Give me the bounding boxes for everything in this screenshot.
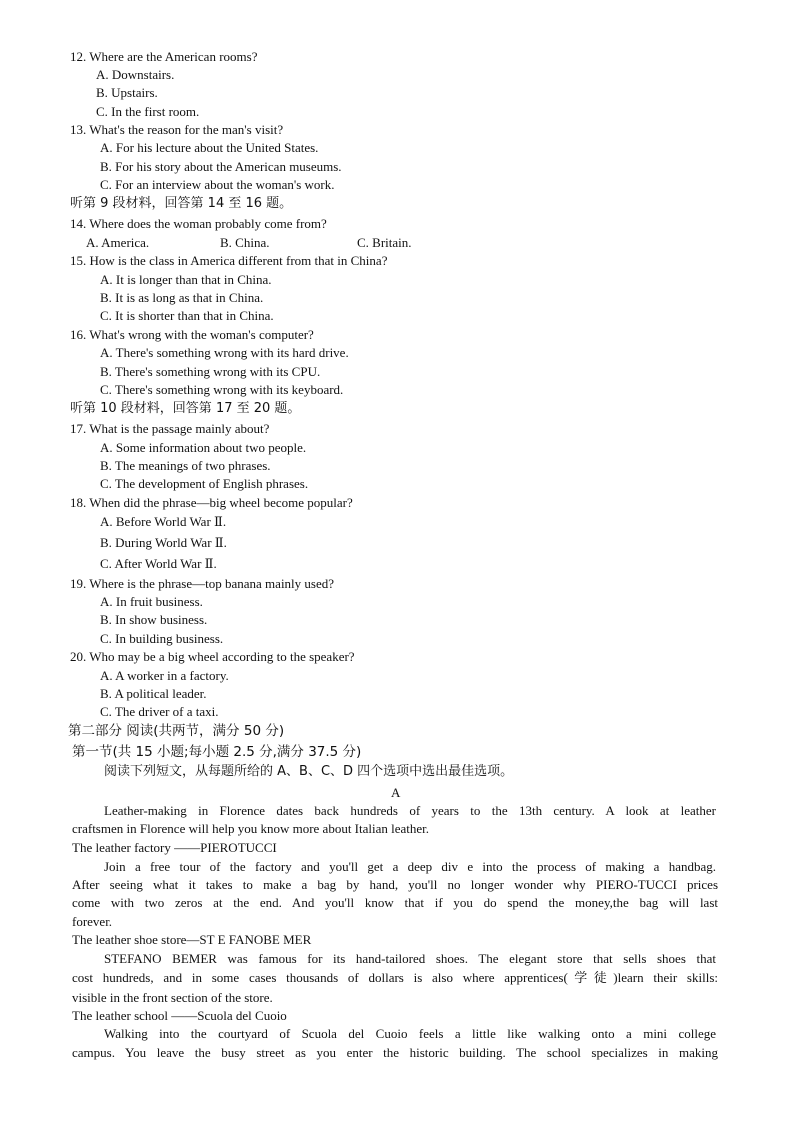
question-17-stem: 17. What is the passage mainly about?	[70, 421, 270, 436]
question-13-option-a: A. For his lecture about the United States.	[100, 140, 319, 155]
question-15-stem: 15. How is the class in America different from that in China?	[70, 253, 388, 268]
passage-heading-shoe-store: The leather shoe store—ST E FANOBE MER	[72, 932, 312, 947]
passage-line-9: STEFANO BEMER was famous for its hand-tailored shoes. The elegant store that sells shoes that	[104, 951, 716, 966]
question-14-option-b: B. China.	[220, 235, 270, 250]
question-20-stem: 20. Who may be a big wheel according to the speaker?	[70, 649, 355, 664]
question-16-option-b: B. There's something wrong with its CPU.	[100, 364, 321, 379]
question-16-option-c: C. There's something wrong with its keyboard.	[100, 382, 344, 397]
question-16-option-a: A. There's something wrong with its hard drive.	[100, 345, 349, 360]
question-19-stem: 19. Where is the phrase—top banana mainly used?	[70, 576, 335, 591]
question-14-stem: 14. Where does the woman probably come from?	[70, 216, 327, 231]
question-12-option-b: B. Upstairs.	[96, 85, 158, 100]
passage-line-6: come with two zeros at the end. And you'll know that if you do spend the money,the bag will last	[72, 895, 718, 910]
question-12-option-c: C. In the first room.	[96, 104, 200, 119]
question-15-option-a: A. It is longer than that in China.	[100, 272, 272, 287]
section-1-title: 第一节(共 15 小题;每小题 2.5 分,满分 37.5 分)	[72, 744, 362, 760]
section-10-instruction: 听第 10 段材料，回答第 17 至 20 题。	[70, 401, 301, 416]
passage-line-4: Join a free tour of the factory and you'll get a deep div e into the process of making a handbag.	[104, 859, 716, 874]
question-19-option-a: A. In fruit business.	[100, 594, 203, 609]
question-18-option-c: C. After World War Ⅱ.	[100, 556, 217, 571]
question-18-option-b: B. During World War Ⅱ.	[100, 535, 227, 550]
passage-line-10: cost hundreds, and in some cases thousands of dollars is also where apprentices(学徒)learn their skills:	[72, 970, 718, 985]
passage-line-14: campus. You leave the busy street as you enter the historic building. The school specializes in making	[72, 1045, 718, 1060]
question-16-stem: 16. What's wrong with the woman's computer?	[70, 327, 314, 342]
question-18-option-a: A. Before World War Ⅱ.	[100, 514, 227, 529]
question-19-option-b: B. In show business.	[100, 612, 208, 627]
question-14-option-c: C. Britain.	[357, 235, 412, 250]
passage-line-13: Walking into the courtyard of Scuola del Cuoio feels a little like walking onto a mini college	[104, 1026, 716, 1041]
question-20-option-b: B. A political leader.	[100, 686, 207, 701]
passage-heading-school: The leather school ——Scuola del Cuoio	[72, 1008, 287, 1023]
question-17-option-c: C. The development of English phrases.	[100, 476, 309, 491]
passage-line-11: visible in the front section of the store.	[72, 990, 273, 1005]
question-20-option-a: A. A worker in a factory.	[100, 668, 229, 683]
passage-line-2: craftsmen in Florence will help you know more about Italian leather.	[72, 821, 430, 836]
question-13-stem: 13. What's the reason for the man's visit?	[70, 122, 284, 137]
section-9-instruction: 听第 9 段材料，回答第 14 至 16 题。	[70, 196, 293, 211]
passage-line-1: Leather-making in Florence dates back hundreds of years to the 13th century. A look at leather	[104, 803, 716, 818]
question-13-option-c: C. For an interview about the woman's work.	[100, 177, 335, 192]
question-17-option-b: B. The meanings of two phrases.	[100, 458, 271, 473]
reading-instruction: 阅读下列短文，从每题所给的 A、B、C、D 四个选项中选出最佳选项。	[104, 764, 514, 779]
passage-heading-factory: The leather factory ——PIEROTUCCI	[72, 840, 277, 855]
question-17-option-a: A. Some information about two people.	[100, 440, 307, 455]
question-20-option-c: C. The driver of a taxi.	[100, 704, 219, 719]
question-15-option-b: B. It is as long as that in China.	[100, 290, 264, 305]
question-15-option-c: C. It is shorter than that in China.	[100, 308, 274, 323]
passage-line-5: After seeing what it takes to make a bag by hand, you'll no longer wonder why PIERO-TUCCI prices	[72, 877, 718, 892]
question-14-option-a: A. America.	[86, 235, 150, 250]
passage-line-7: forever.	[72, 914, 113, 929]
question-18-stem: 18. When did the phrase—big wheel become popular?	[70, 495, 353, 510]
passage-label: A	[391, 785, 401, 800]
question-13-option-b: B. For his story about the American museums.	[100, 159, 342, 174]
part-2-title: 第二部分 阅读(共两节，满分 50 分)	[68, 723, 285, 739]
question-19-option-c: C. In building business.	[100, 631, 224, 646]
question-12-stem: 12. Where are the American rooms?	[70, 49, 258, 64]
question-12-option-a: A. Downstairs.	[96, 67, 175, 82]
